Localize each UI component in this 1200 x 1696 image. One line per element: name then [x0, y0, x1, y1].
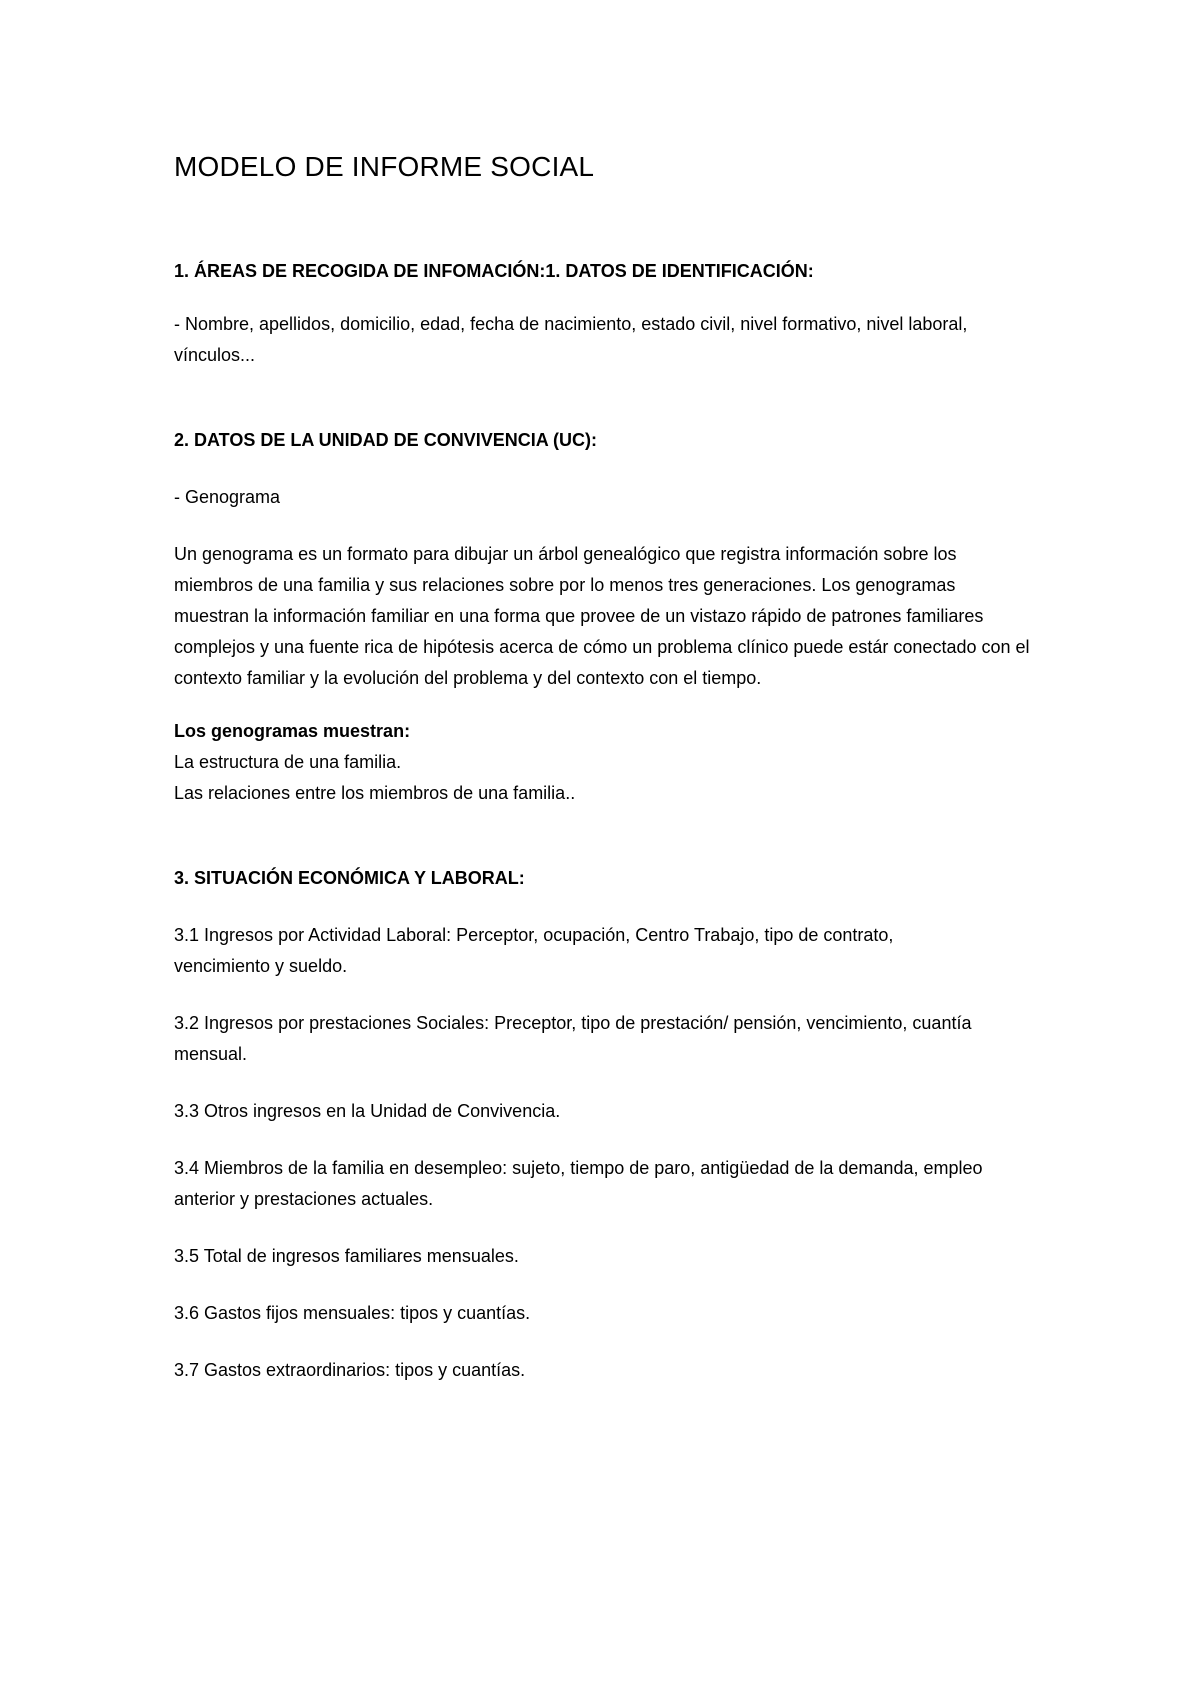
section-1-item: - Nombre, apellidos, domicilio, edad, fecha de nacimiento, estado civil, nivel formativo, nivel laboral, vínculos...	[174, 314, 968, 365]
document-title: MODELO DE INFORME SOCIAL	[174, 151, 595, 182]
genograma-list-item: La estructura de una familia.	[174, 752, 402, 772]
document-body	[174, 150, 1054, 1386]
section-2-item: - Genograma	[174, 487, 281, 507]
section-3-item: 3.4 Miembros de la familia en desempleo: sujeto, tiempo de paro, antigüedad de la demanda, empleo anterior y prestaciones actuales.	[174, 1158, 983, 1209]
section-3-item: 3.6 Gastos fijos mensuales: tipos y cuantías.	[174, 1303, 531, 1323]
section-3-item: 3.5 Total de ingresos familiares mensuales.	[174, 1246, 519, 1266]
section-2-heading: 2. DATOS DE LA UNIDAD DE CONVIVENCIA (UC):	[174, 430, 598, 450]
section-3-item: 3.3 Otros ingresos en la Unidad de Convivencia.	[174, 1101, 561, 1121]
section-3-item: 3.7 Gastos extraordinarios: tipos y cuantías.	[174, 1360, 526, 1380]
section-3-heading: 3. SITUACIÓN ECONÓMICA Y LABORAL:	[174, 868, 525, 888]
genograma-list-item: Las relaciones entre los miembros de una familia..	[174, 783, 576, 803]
section-3-item: 3.1 Ingresos por Actividad Laboral: Perceptor, ocupación, Centro Trabajo, tipo de contrato, vencimiento y sueldo.	[174, 925, 894, 976]
genograma-list-heading: Los genogramas muestran:	[174, 721, 411, 741]
section-3-item: 3.2 Ingresos por prestaciones Sociales: Preceptor, tipo de prestación/ pensión, vencimiento, cuantía mensual.	[174, 1013, 972, 1064]
genograma-paragraph: Un genograma es un formato para dibujar un árbol genealógico que registra información sobre los miembros de una familia y sus relaciones sobre por lo menos tres generaciones. Los genogramas muestran la información familiar en una forma que provee de un vistazo rápido de patrones familiares complejos y una fuente rica de hipótesis acerca de cómo un problema clínico puede estár conectado con el contexto familiar y la evolución del problema y del contexto con el tiempo.	[174, 544, 1030, 688]
section-1-heading: 1. ÁREAS DE RECOGIDA DE INFOMACIÓN:1. DATOS DE IDENTIFICACIÓN:	[174, 261, 814, 281]
